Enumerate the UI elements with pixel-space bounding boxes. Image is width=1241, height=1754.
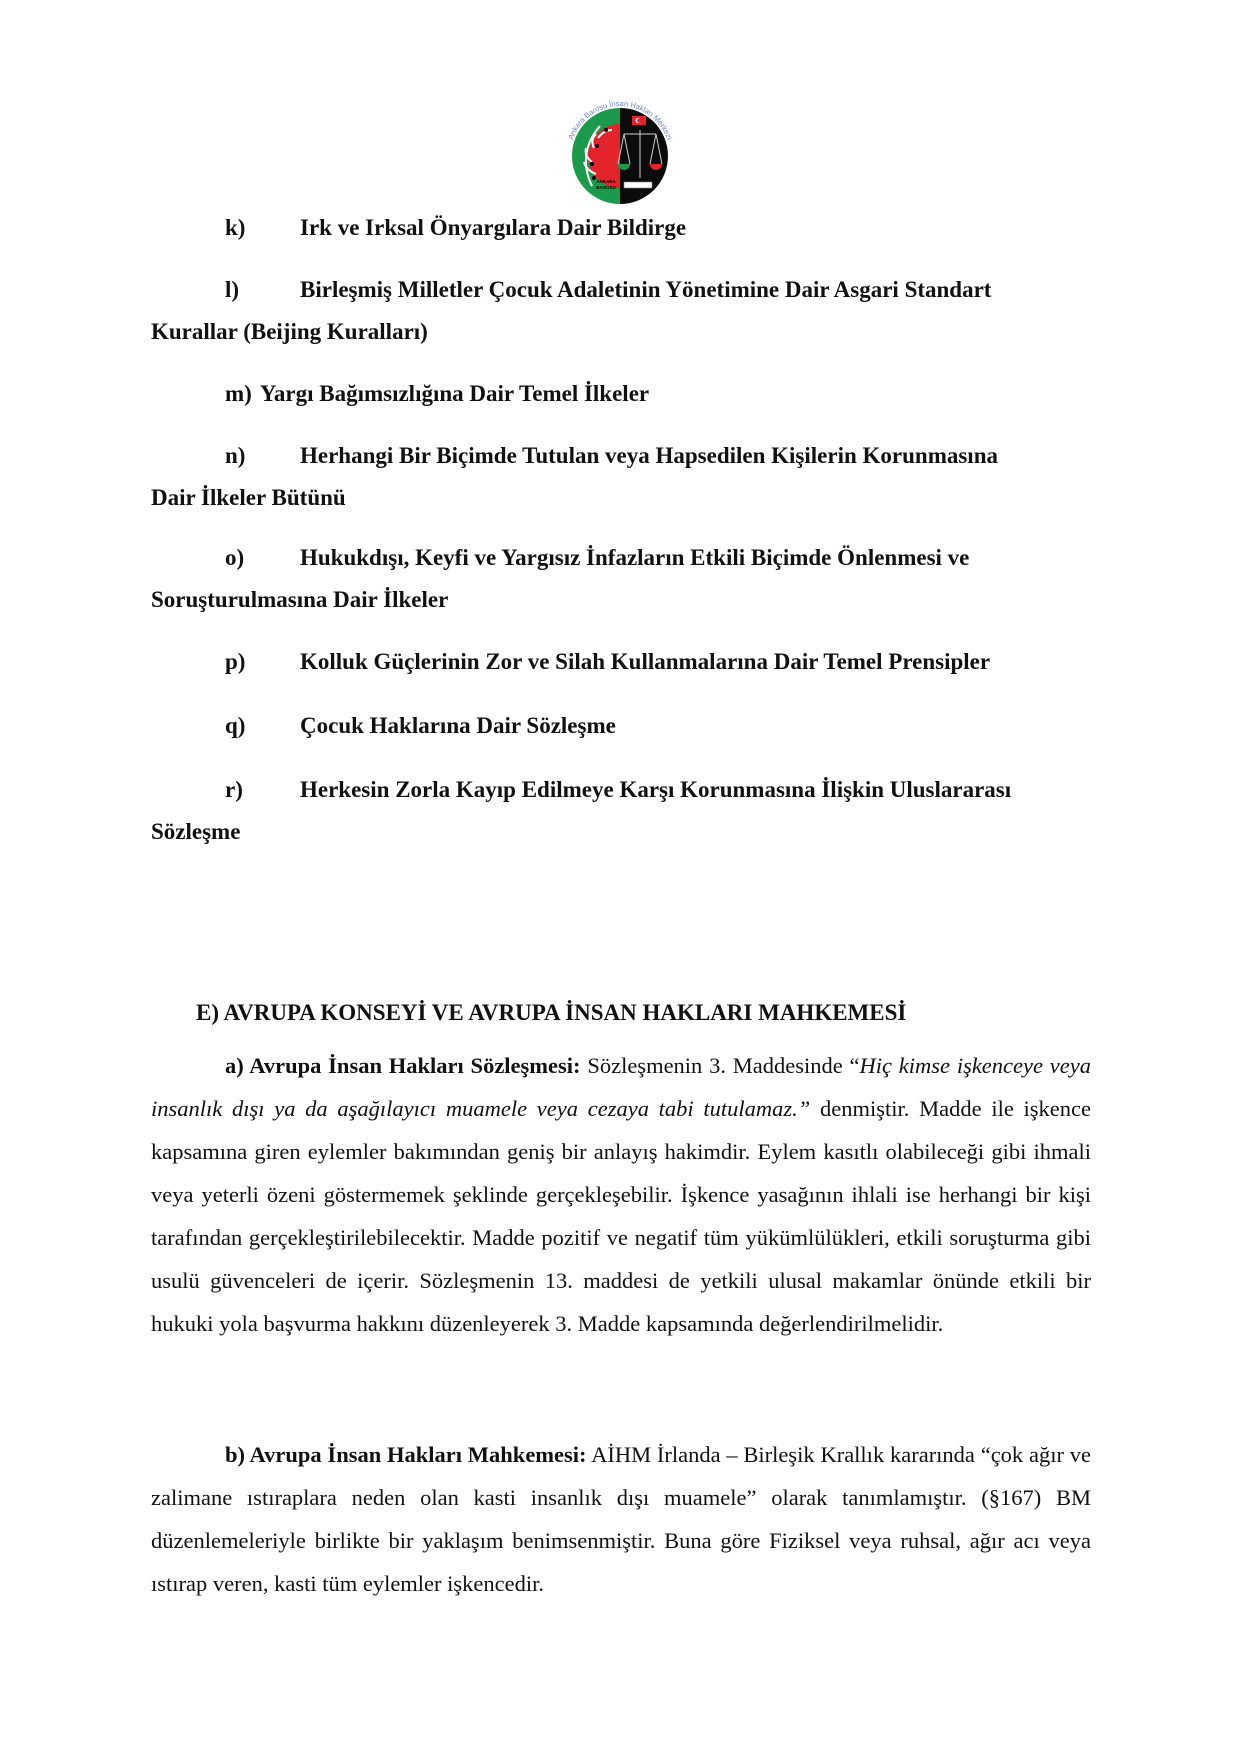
paragraph-text: Sözleşmenin 3. Maddesinde “ bbox=[580, 1053, 860, 1078]
list-item-label: o) bbox=[225, 545, 245, 570]
paragraph-lead: b) Avrupa İnsan Hakları Mahkemesi: bbox=[225, 1442, 587, 1467]
list-item bbox=[151, 704, 1091, 748]
list-item-text: Hukukdışı, Keyfi ve Yargısız İnfazların Etkili Biçimde Önlenmesi ve bbox=[300, 545, 970, 570]
list-item-text: Herkesin Zorla Kayıp Edilmeye Karşı Korunmasına İlişkin Uluslararası bbox=[300, 777, 1012, 802]
logo-badge-line2: BAROSU bbox=[596, 185, 616, 190]
list-item-text: Yargı Bağımsızlığına Dair Temel İlkeler bbox=[259, 381, 650, 406]
list-item-label: q) bbox=[225, 713, 246, 738]
paragraph-text: AİHM İrlanda – Birleşik Krallık kararında “çok ağır ve zalimane ıstıraplara neden olan kasti insanlık dışı muamele” olarak tanımlamıştır. (§167) BM düzenlemeleriyle birlikte bir yaklaşım benimsenmiştir. Buna göre Fiziksel veya ruhsal, ağır acı veya ıstırap veren, kasti tüm eylemler işkencedir. bbox=[151, 1442, 1091, 1596]
list-item-text: Irk ve Irksal Önyargılara Dair Bildirge bbox=[300, 215, 687, 240]
list-item-label: r) bbox=[225, 777, 243, 802]
list-item-text: Birleşmiş Milletler Çocuk Adaletinin Yönetimine Dair Asgari Standart bbox=[300, 277, 992, 302]
list-item-text: Kolluk Güçlerinin Zor ve Silah Kullanmalarına Dair Temel Prensipler bbox=[300, 649, 991, 674]
list-item-continuation: Soruşturulmasına Dair İlkeler bbox=[151, 587, 449, 612]
paragraph-text: denmiştir. Madde ile işkence kapsamına giren eylemler bakımından geniş bir anlayış hakimdir. Eylem kasıtlı olabileceği gibi ihmali veya yeterli özeni göstermemek şeklinde gerçekleşebilir. İşkence yasağının ihlali ise herhangi bir kişi tarafından gerçekleştirilebilecektir. Madde pozitif ve negatif tüm yükümlülükleri, etkili soruşturma gibi usulü güvenceleri de içerir. Sözleşmenin 13. maddesi de yetkili ulusal makamlar önünde etkili bir hukuki yola başvurma hakkını düzenleyerek 3. Madde kapsamında değerlendirilmelidir. bbox=[151, 1096, 1092, 1336]
paragraph-lead: a) Avrupa İnsan Hakları Sözleşmesi: bbox=[225, 1053, 581, 1078]
section-heading: E) AVRUPA KONSEYİ VE AVRUPA İNSAN HAKLARI MAHKEMESİ bbox=[196, 1000, 907, 1025]
list-item-text: Herhangi Bir Biçimde Tutulan veya Hapsedilen Kişilerin Korunmasına bbox=[300, 443, 998, 468]
article-quote: Hiç kimse işkenceye veya insanlık dışı ya da aşağılayıcı muamele veya cezaya tabi tutulamaz.” bbox=[151, 1053, 1091, 1121]
list-item-label: l) bbox=[225, 277, 240, 302]
list-item-label: k) bbox=[225, 215, 246, 240]
list-item bbox=[151, 268, 1091, 312]
list-item bbox=[151, 768, 1091, 812]
list-item bbox=[151, 434, 1091, 478]
list-item-continuation: Dair İlkeler Bütünü bbox=[151, 485, 346, 510]
list-item-label: p) bbox=[225, 649, 246, 674]
paragraph-echr-convention bbox=[151, 1044, 1091, 1345]
ankara-bar-human-rights-center-logo bbox=[556, 86, 684, 214]
logo-badge-line1: ANKARA bbox=[596, 179, 616, 184]
list-item bbox=[151, 536, 1091, 580]
list-item-label: n) bbox=[225, 443, 246, 468]
paragraph-echr-court bbox=[151, 1433, 1091, 1605]
list-item bbox=[151, 640, 1091, 684]
list-item-continuation: Kurallar (Beijing Kuralları) bbox=[151, 319, 428, 344]
list-item-continuation: Sözleşme bbox=[151, 819, 241, 844]
list-item bbox=[151, 206, 1091, 250]
list-item bbox=[151, 372, 1091, 416]
list-item-text: Çocuk Haklarına Dair Sözleşme bbox=[300, 713, 616, 738]
list-item-label: m) bbox=[225, 381, 252, 406]
logo-ring-text: Ankara Barosu İnsan Hakları Merkezi bbox=[566, 98, 674, 141]
